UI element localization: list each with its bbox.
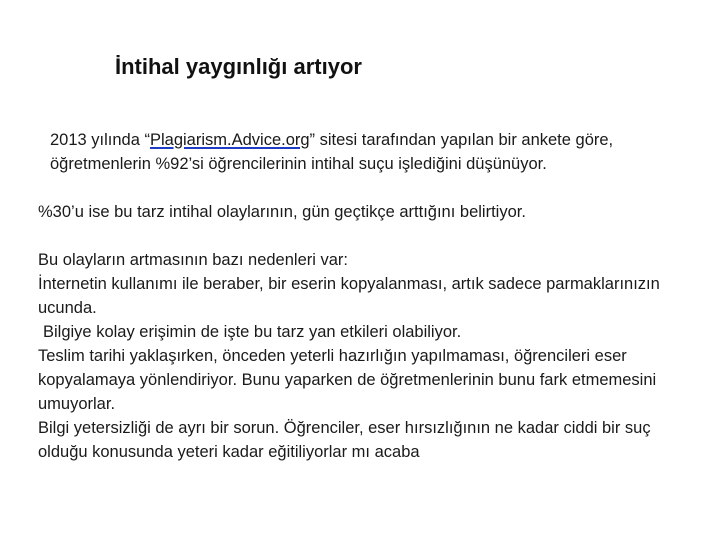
- reason-lack-of-knowledge: Bilgi yetersizliği de ayrı bir sorun. Öğrenciler, eser hırsızlığının ne kadar ciddi bir suç olduğu konusunda yeteri kadar eğitiliyorlar mı acaba: [38, 419, 651, 461]
- plagiarism-advice-link[interactable]: Plagiarism.Advice.org: [149, 131, 310, 149]
- survey-text-before-link: 2013 yılında “: [50, 131, 150, 149]
- reasons-heading: Bu olayların artmasının bazı nedenleri var:: [38, 251, 348, 269]
- survey-text-after-link: ” sitesi tarafından yapılan bir ankete göre, öğretmenlerin %92’si öğrencilerinin intihal suçu işlediğini düşünüyor.: [50, 131, 614, 173]
- reason-deadline: Teslim tarihi yaklaşırken, önceden yeterli hazırlığın yapılmaması, öğrencileri eser kopyalamaya yönlendiriyor. Bunu yaparken de öğretmenlerinin bunu fark etmemesini umuyorlar.: [38, 347, 657, 413]
- reason-internet: İnternetin kullanımı ile beraber, bir eserin kopyalanması, artık sadece parmaklarınızın ucunda.: [38, 275, 660, 317]
- survey-paragraph: [38, 128, 688, 176]
- increase-paragraph: %30’u ise bu tarz intihal olaylarının, gün geçtikçe arttığını belirtiyor.: [38, 203, 526, 221]
- slide-body: [38, 128, 688, 464]
- slide-title: İntihal yaygınlığı artıyor: [115, 54, 362, 79]
- reason-easy-access: Bilgiye kolay erişimin de işte bu tarz yan etkileri olabiliyor.: [43, 323, 462, 341]
